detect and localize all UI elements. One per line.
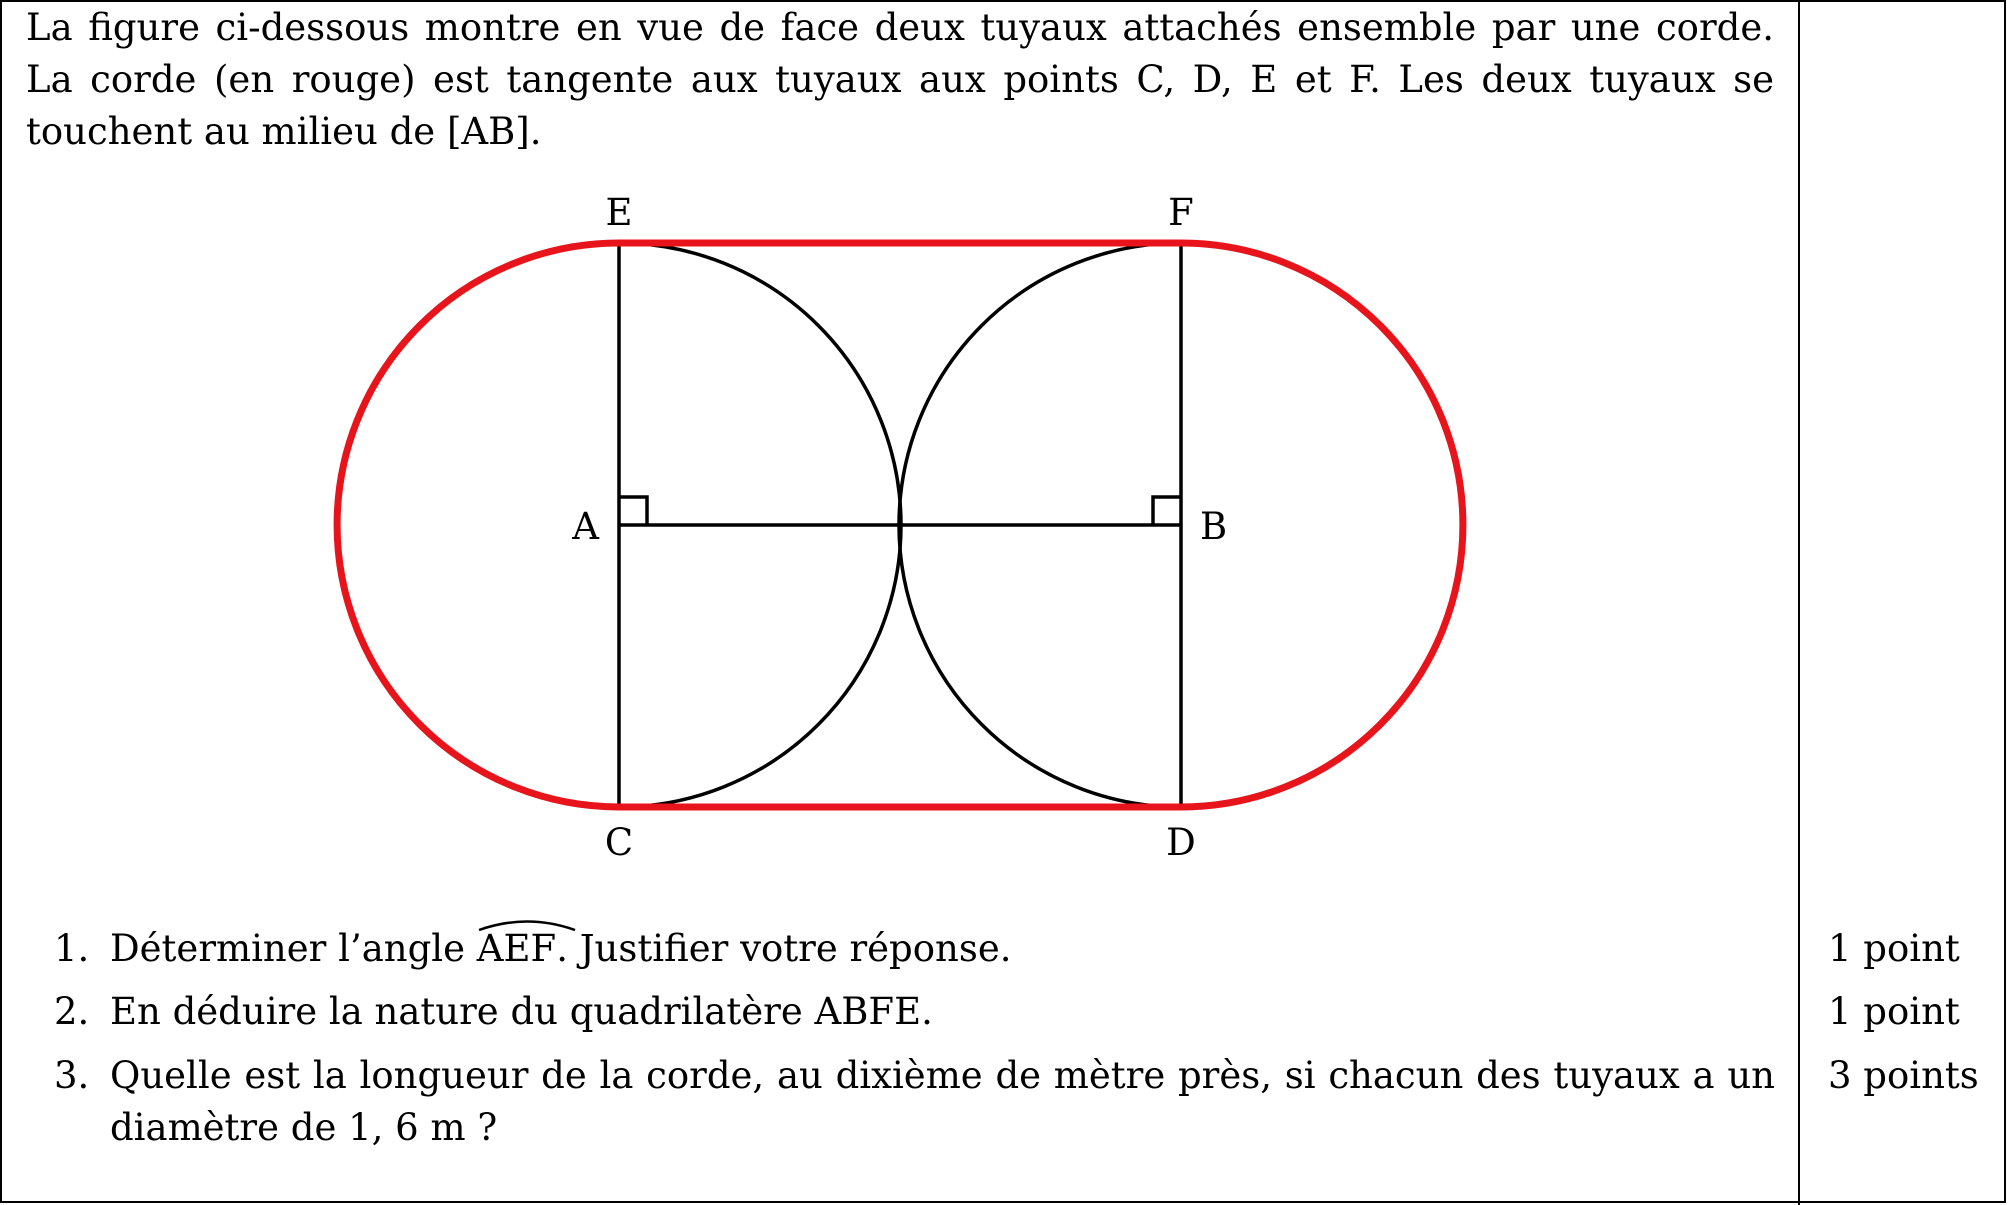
right-angle-marker-A [619, 497, 647, 525]
label-B: B [1200, 505, 1228, 548]
question-text-start: Déterminer l’angle [110, 927, 477, 970]
question-text: En déduire la nature du quadrilatère ABFE. [110, 990, 933, 1033]
label-C: C [604, 821, 634, 864]
points-q2: 1 point [1828, 990, 1960, 1033]
label-E: E [605, 191, 633, 234]
question-text [110, 923, 1775, 975]
label-A: A [572, 505, 599, 548]
points-q1: 1 point [1828, 927, 1960, 970]
question-number: 3. [54, 1054, 90, 1097]
right-angle-marker-B [1153, 497, 1181, 525]
label-F: F [1168, 191, 1194, 234]
intro-paragraph: La figure ci-dessous montre en vue de face deux tuyaux attachés ensemble par une corde. La corde (en rouge) est tangente aux tuyaux aux points C, D, E et F. Les deux tuyaux se touchent au milieu de [AB]. [26, 6, 1774, 153]
question-text: Quelle est la longueur de la corde, au dixième de mètre près, si chacun des tuyaux a un diamètre de 1, 6 m ? [110, 1054, 1775, 1149]
angle-AEF [477, 923, 556, 975]
points-q3: 3 points [1828, 1054, 1979, 1097]
label-D: D [1166, 821, 1196, 864]
question-number: 1. [54, 927, 90, 970]
question-number: 2. [54, 990, 90, 1033]
question-text-end: . Justifier votre réponse. [556, 927, 1012, 970]
angle-hat-icon [477, 917, 577, 931]
angle-name: AEF [476, 927, 557, 970]
